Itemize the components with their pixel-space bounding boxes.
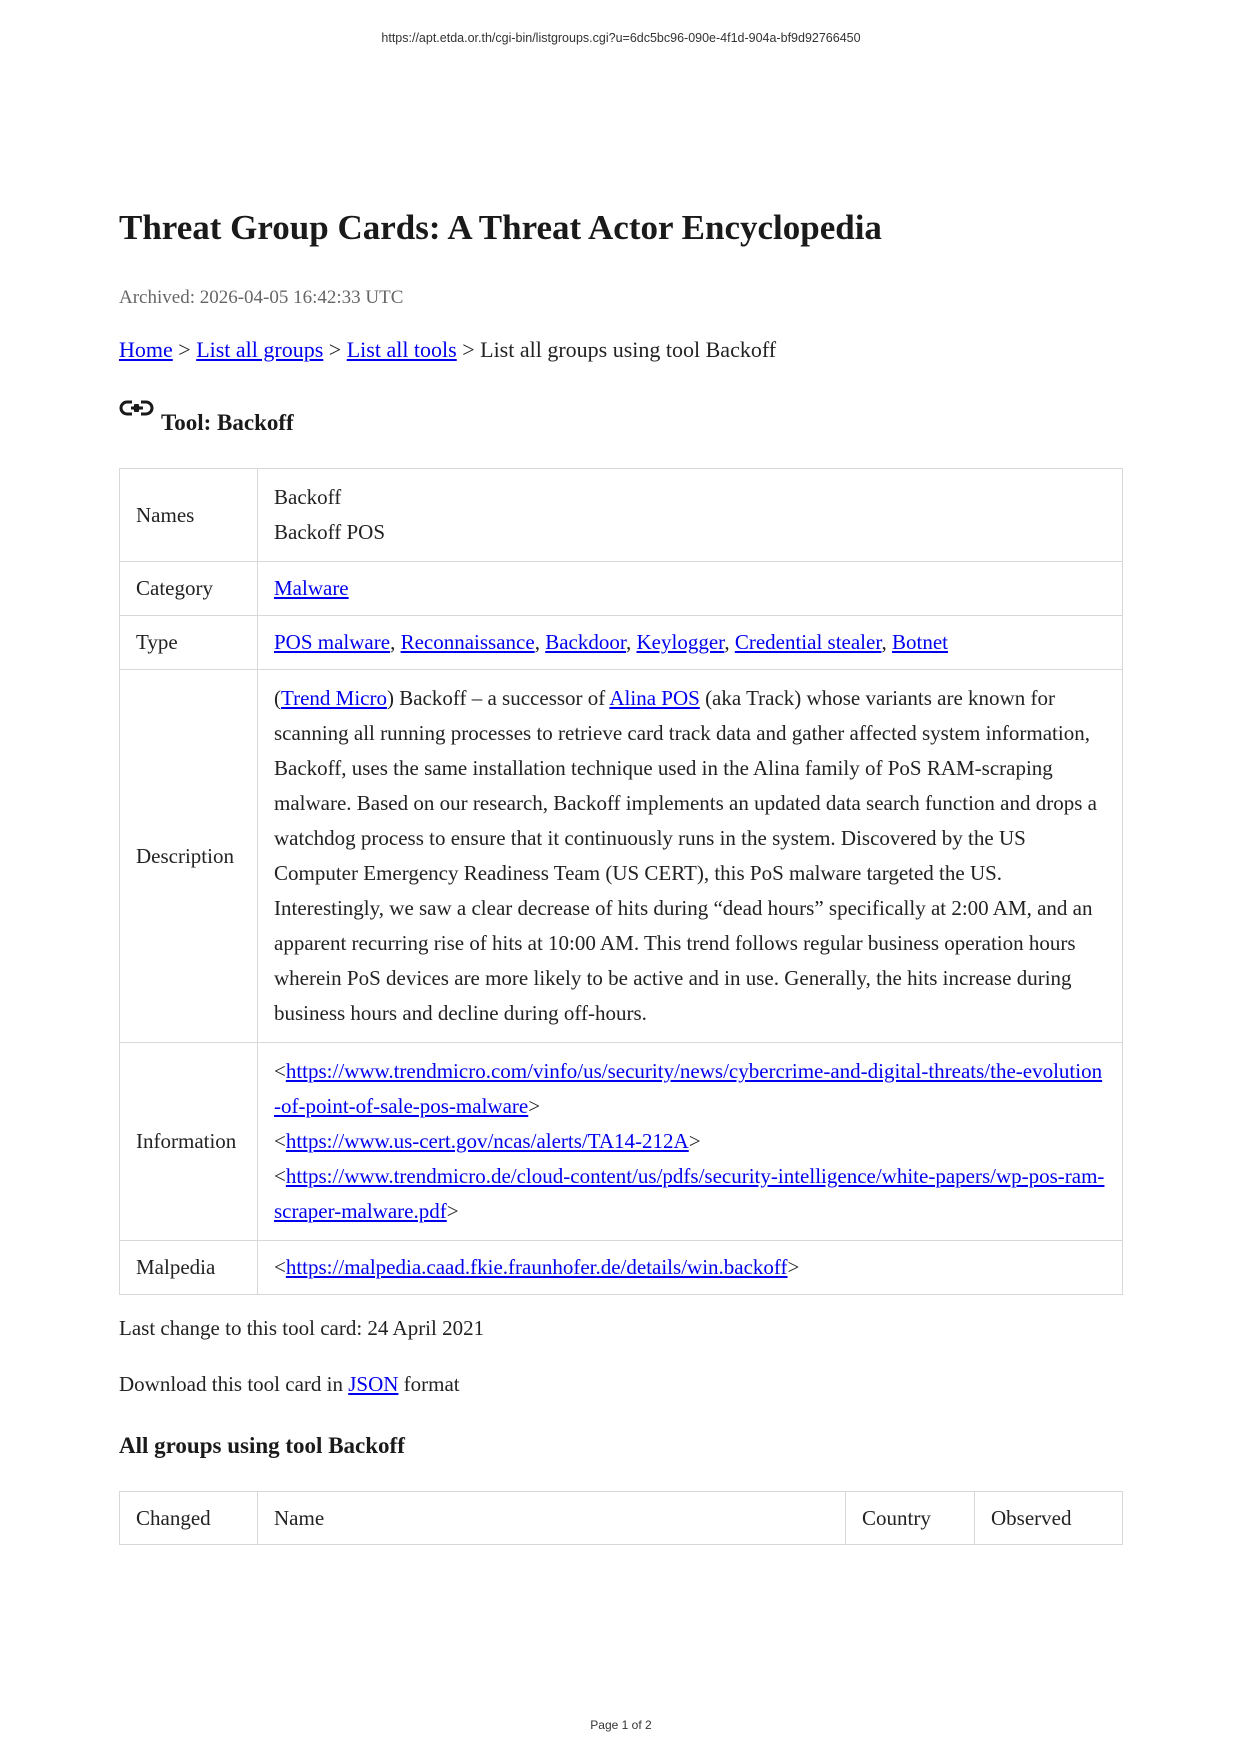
groups-heading: All groups using tool Backoff [119,1433,405,1458]
gt: > [528,1094,541,1118]
archived-timestamp: Archived: 2026-04-05 16:42:33 UTC [119,287,404,308]
description-row [120,670,1123,1043]
col-changed: Changed [120,1492,258,1545]
json-download-link[interactable]: JSON [348,1372,399,1396]
type-separator: , [724,630,735,654]
last-change: Last change to this tool card: 24 April 2021 [119,1316,485,1340]
information-value [258,1043,1123,1241]
breadcrumb-separator: > [172,337,197,362]
col-country: Country [846,1492,975,1545]
tool-card-table [119,468,1123,1295]
type-link[interactable]: Backdoor [545,630,627,654]
information-label: Information [120,1043,258,1241]
breadcrumb-groups-link[interactable]: List all groups [196,337,324,362]
information-row [120,1043,1123,1241]
info-link[interactable]: https://www.us-cert.gov/ncas/alerts/TA14-212A [285,1129,689,1153]
col-name: Name [258,1492,846,1545]
type-separator: , [534,630,546,654]
name-entry: Backoff POS [274,520,386,544]
desc-text: (aka Track) whose variants are known for scanning all running processes to retrieve card track data and gather affected system information, Backoff, uses the same installation technique used in the Alina family of PoS RAM-scraping malware. Based on our research, Backoff implements an updated data search function and drops a watchdog process to ensure that it continuously runs in the system. Discovered by the US Computer Emergency Readiness Team (US CERT), this PoS malware targeted the US. Interestingly, we saw a clear decrease of hits during “dead hours” specifically at 2:00 AM, and an apparent recurring rise of hits at 10:00 AM. This trend follows regular business operation hours wherein PoS devices are more likely to be active and in use. Generally, the hits increase during business hours and decline during off-hours. [274,686,1097,1025]
desc-source-link[interactable]: Trend Micro [281,686,387,710]
description-label: Description [120,670,258,1043]
type-row [120,616,1123,670]
type-link[interactable]: Reconnaissance [400,630,535,654]
page-url: https://apt.etda.or.th/cgi-bin/listgroups.cgi?u=6dc5bc96-090e-4f1d-904a-bf9d92766450 [381,31,861,45]
lt: < [274,1255,286,1279]
type-link[interactable]: Credential stealer [734,630,882,654]
malpedia-label: Malpedia [120,1241,258,1295]
type-link[interactable]: Botnet [891,630,948,654]
description-value [258,670,1123,1043]
gt: > [787,1255,800,1279]
download-text: format [398,1372,460,1396]
malpedia-value [258,1241,1123,1295]
category-link[interactable]: Malware [274,576,349,600]
desc-paren: ( [274,686,281,710]
names-value [258,469,1123,562]
type-separator: , [390,630,401,654]
breadcrumb-separator: > [323,337,347,362]
tool-heading [119,398,294,435]
link-icon [119,398,155,422]
category-row [120,562,1123,616]
names-label: Names [120,469,258,562]
tool-title: Tool: Backoff [161,410,294,435]
groups-table [119,1491,1123,1545]
info-link[interactable]: https://www.trendmicro.com/vinfo/us/security/news/cybercrime-and-digital-threats/the-evolution-of-point-of-sale-pos-malware [274,1059,1103,1118]
type-label: Type [120,616,258,670]
type-separator: , [626,630,637,654]
groups-header-row [120,1492,1123,1545]
breadcrumb-home-link[interactable]: Home [119,337,173,362]
breadcrumb-tools-link[interactable]: List all tools [346,337,457,362]
breadcrumb-current: > List all groups using tool Backoff [456,337,777,362]
info-link[interactable]: https://www.trendmicro.de/cloud-content/us/pdfs/security-intelligence/white-papers/wp-pos-ram-scraper-malware.pdf [274,1164,1105,1223]
page-title: Threat Group Cards: A Threat Actor Encyclopedia [119,208,882,247]
download-line [119,1372,460,1397]
lt: < [274,1129,286,1153]
malpedia-row [120,1241,1123,1295]
download-text: Download this tool card in [119,1372,349,1396]
names-row [120,469,1123,562]
info-entry [274,1054,1106,1124]
desc-text: ) Backoff – a successor of [386,686,610,710]
desc-alina-link[interactable]: Alina POS [609,686,700,710]
gt: > [688,1129,701,1153]
lt: < [274,1059,286,1083]
category-label: Category [120,562,258,616]
breadcrumb [119,337,776,363]
type-value [258,616,1123,670]
type-separator: , [881,630,892,654]
lt: < [274,1164,286,1188]
info-entry [274,1124,1106,1159]
type-link[interactable]: Keylogger [636,630,725,654]
page-footer: Page 1 of 2 [590,1718,652,1732]
name-entry: Backoff [274,485,342,509]
malpedia-link[interactable]: https://malpedia.caad.fkie.fraunhofer.de/details/win.backoff [285,1255,788,1279]
gt: > [446,1199,459,1223]
col-observed: Observed [975,1492,1123,1545]
category-value [258,562,1123,616]
type-link[interactable]: POS malware [274,630,391,654]
info-entry [274,1159,1106,1229]
